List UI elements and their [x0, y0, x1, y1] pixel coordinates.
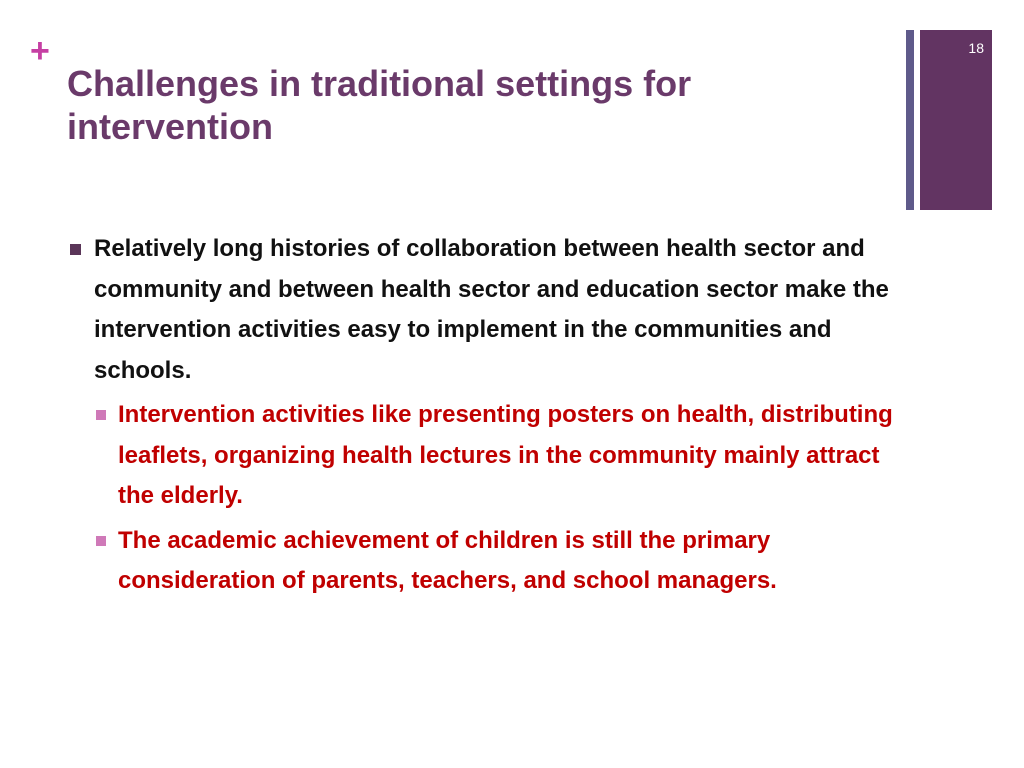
slide-title: Challenges in traditional settings for intervention: [67, 63, 692, 147]
square-bullet-icon: [96, 536, 106, 546]
sub-bullet-text: Intervention activities like presenting posters on health, distributing leaflets, organizing health lectures in the community mainly attract the elderly.: [118, 401, 893, 509]
slide-body: [68, 229, 908, 606]
slide-number: 18: [968, 40, 984, 56]
accent-bar: [920, 30, 992, 210]
accent-bar-thin: [906, 30, 914, 210]
bullet-text: Relatively long histories of collaboration between health sector and community and between health sector and education sector make the intervention activities easy to implement in the communities and schools.: [94, 235, 889, 384]
sub-bullet-text: The academic achievement of children is still the primary consideration of parents, teachers, and school managers.: [118, 526, 777, 594]
sub-bullet-item: [94, 521, 908, 602]
square-bullet-icon: [70, 244, 81, 255]
plus-icon: +: [30, 32, 50, 70]
sub-bullet-item: [94, 395, 908, 517]
square-bullet-icon: [96, 410, 106, 420]
bullet-item: [68, 229, 908, 391]
